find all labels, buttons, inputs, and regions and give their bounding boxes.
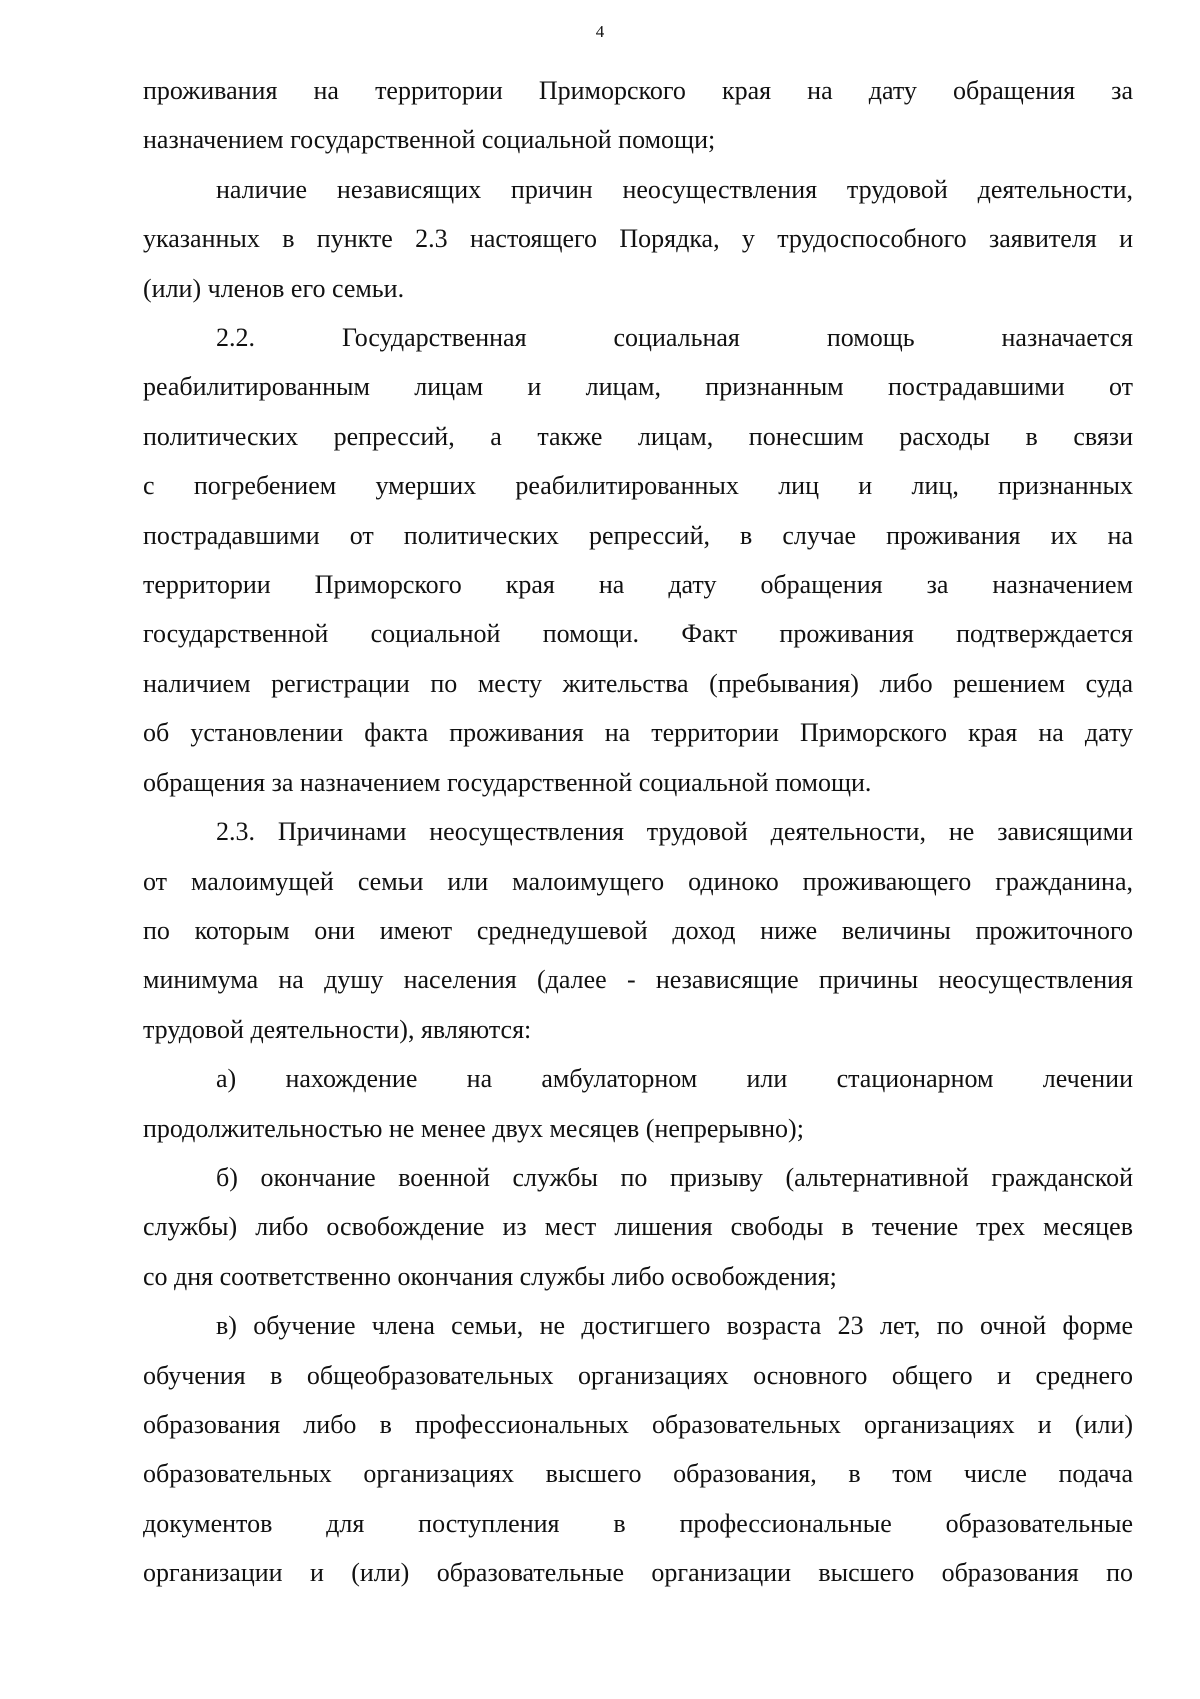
paragraph (143, 1301, 1133, 1597)
paragraph (143, 807, 1133, 1054)
text-line: наличием регистрации по месту жительства (пребывания) либо решением суда (143, 668, 1133, 698)
text-line: а) нахождение на амбулаторном или стационарном лечении (216, 1064, 1133, 1094)
text-line: государственной социальной помощи. Факт проживания подтверждается (143, 619, 1133, 649)
text-line: политических репрессий, а также лицам, понесшим расходы в связи (143, 421, 1133, 451)
paragraph (143, 1153, 1133, 1301)
text-line: территории Приморского края на дату обращения за назначением (143, 570, 1133, 600)
text-line: наличие независящих причин неосуществления трудовой деятельности, (216, 174, 1133, 204)
text-line: указанных в пункте 2.3 настоящего Порядка, у трудоспособного заявителя и (143, 224, 1133, 254)
text-line: проживания на территории Приморского края на дату обращения за (143, 76, 1133, 105)
text-line: с погребением умерших реабилитированных лиц и лиц, признанных (143, 471, 1133, 501)
text-line: от малоимущей семьи или малоимущего одиноко проживающего гражданина, (143, 866, 1133, 896)
text-line: пострадавшими от политических репрессий, в случае проживания их на (143, 520, 1133, 550)
text-line: со дня соответственно окончания службы либо освобождения; (143, 1261, 837, 1291)
text-line: обращения за назначением государственной социальной помощи. (143, 767, 872, 797)
page-number: 4 (595, 22, 605, 41)
text-line: образовательных организациях высшего образования, в том числе подача (143, 1459, 1133, 1489)
text-line: б) окончание военной службы по призыву (альтернативной гражданской (216, 1162, 1133, 1192)
paragraph (143, 313, 1133, 807)
text-line: реабилитированным лицам и лицам, признанным пострадавшими от (143, 372, 1133, 402)
paragraph (143, 66, 1133, 165)
text-line: назначением государственной социальной помощи; (143, 125, 716, 155)
text-line: образования либо в профессиональных образовательных организациях и (или) (143, 1409, 1133, 1439)
text-line: документов для поступления в профессиональные образовательные (143, 1508, 1133, 1538)
text-line: организации и (или) образовательные организации высшего образования по (143, 1558, 1133, 1588)
text-line: трудовой деятельности), являются: (143, 1014, 532, 1044)
text-line: продолжительностью не менее двух месяцев (непрерывно); (143, 1113, 804, 1143)
text-line: в) обучение члена семьи, не достигшего возраста 23 лет, по очной форме (216, 1311, 1133, 1341)
text-line: 2.2. Государственная социальная помощь назначается (216, 323, 1133, 353)
text-line: по которым они имеют среднедушевой доход ниже величины прожиточного (143, 915, 1133, 945)
text-line: (или) членов его семьи. (143, 273, 405, 303)
text-line: службы) либо освобождение из мест лишения свободы в течение трех месяцев (143, 1212, 1133, 1242)
paragraph (143, 1054, 1133, 1153)
text-line: 2.3. Причинами неосуществления трудовой деятельности, не зависящими (216, 817, 1133, 847)
text-line: минимума на душу населения (далее - независящие причины неосуществления (143, 965, 1133, 995)
paragraph (143, 165, 1133, 313)
text-line: обучения в общеобразовательных организациях основного общего и среднего (143, 1360, 1133, 1390)
document-body (143, 66, 1133, 1598)
text-line: об установлении факта проживания на территории Приморского края на дату (143, 718, 1133, 748)
